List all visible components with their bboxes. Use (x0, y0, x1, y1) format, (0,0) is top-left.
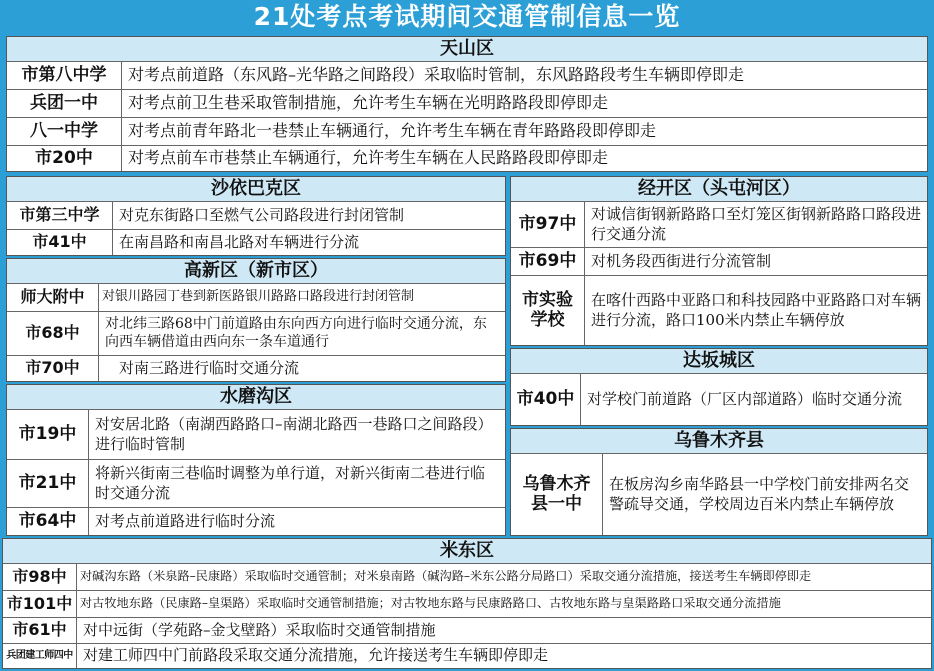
school-name: 市69中 (511, 248, 585, 275)
table-row (7, 229, 505, 255)
table-row (511, 201, 927, 247)
table-row (511, 275, 927, 345)
school-name: 市21中 (7, 460, 89, 507)
school-name: 市98中 (3, 564, 77, 590)
control-description: 对学校门前道路（厂区内部道路）临时交通分流 (587, 389, 903, 408)
control-description: 对南三路进行临时交通分流 (119, 358, 300, 377)
table-row (511, 373, 927, 425)
table-row (7, 283, 505, 311)
table-row (7, 117, 927, 145)
table-row (7, 507, 505, 535)
school-name: 市70中 (7, 356, 99, 381)
school-name: 师大附中 (7, 284, 99, 311)
district-shayibake (6, 176, 506, 256)
district-midong (2, 538, 932, 669)
control-description: 将新兴街南三巷临时调整为单行道，对新兴街南二巷进行临时交通分流 (95, 464, 486, 502)
district-dabancheng (510, 348, 928, 426)
district-wulumuqixian (510, 428, 928, 536)
school-name: 市68中 (7, 312, 99, 355)
school-name: 兵团一中 (7, 90, 122, 117)
district-jingkai (510, 176, 928, 346)
district-title: 经开区（头屯河区） (511, 177, 927, 201)
district-tianshan (6, 36, 928, 172)
control-description: 对诚信街钢新路路口至灯笼区街钢新路路口路段进行交通分流 (591, 205, 922, 243)
school-name: 八一中学 (7, 118, 122, 145)
district-gaoxin (6, 258, 506, 382)
control-description: 对考点前卫生巷采取管制措施，允许考生车辆在光明路路段即停即走 (128, 93, 609, 113)
table-row (3, 617, 931, 643)
school-name: 市61中 (3, 618, 77, 643)
school-name: 市41中 (7, 230, 113, 255)
school-name: 市实验学校 (511, 276, 585, 345)
school-name: 市19中 (7, 410, 89, 459)
control-description: 对克东街路口至燃气公司路段进行封闭管制 (119, 205, 405, 224)
table-row (7, 355, 505, 381)
control-description: 在南昌路和南昌北路对车辆进行分流 (119, 232, 360, 251)
district-title: 达坂城区 (511, 349, 927, 373)
school-name: 市第八中学 (7, 62, 122, 89)
school-name: 市64中 (7, 508, 89, 535)
table-row (7, 311, 505, 355)
control-description: 对考点前道路（东风路–光华路之间路段）采取临时管制，东风路路段考生车辆即停即走 (128, 65, 745, 85)
school-name: 市第三中学 (7, 202, 113, 229)
control-description: 对机务段西街进行分流管制 (591, 251, 772, 270)
district-title: 米东区 (3, 539, 931, 563)
school-name: 市97中 (511, 202, 585, 247)
control-description: 对考点前道路进行临时分流 (95, 511, 276, 530)
table-row (511, 247, 927, 275)
table-row (3, 643, 931, 668)
district-title: 乌鲁木齐县 (511, 429, 927, 453)
school-name: 市40中 (511, 374, 581, 425)
control-description: 对中远街（学苑路–金戈壁路）采取临时交通管制措施 (83, 620, 436, 639)
district-title: 高新区（新市区） (7, 259, 505, 283)
table-row (511, 453, 927, 535)
district-title: 水磨沟区 (7, 385, 505, 409)
table-row (7, 409, 505, 459)
district-shuimogou (6, 384, 506, 536)
table-row (7, 145, 927, 171)
control-description: 在喀什西路中亚路口和科技园路中亚路路口对车辆进行分流，路口100米内禁止车辆停放 (591, 291, 922, 329)
school-name: 市101中 (3, 591, 77, 617)
table-row (7, 201, 505, 229)
control-description: 对安居北路（南湖西路路口–南湖北路西一巷路口之间路段）进行临时管制 (95, 415, 493, 453)
table-row (7, 459, 505, 507)
control-description: 对考点前车市巷禁止车辆通行，允许考生车辆在人民路路段即停即走 (128, 148, 609, 168)
page-title: 21处考点考试期间交通管制信息一览 (253, 2, 681, 31)
school-name: 乌鲁木齐县一中 (511, 454, 603, 535)
control-description: 对考点前青年路北一巷禁止车辆通行，允许考生车辆在青年路路段即停即走 (128, 121, 657, 141)
district-title: 沙依巴克区 (7, 177, 505, 201)
school-name: 市20中 (7, 146, 122, 171)
table-row (3, 563, 931, 590)
table-row (7, 89, 927, 117)
district-title: 天山区 (7, 37, 927, 61)
control-description: 对银川路园丁巷到新医路银川路路口路段进行封闭管制 (102, 289, 415, 305)
control-description: 对北纬三路68中门前道路由东向西方向进行临时交通分流，东向西车辆借道由西向东一条车道通行 (105, 315, 487, 350)
control-description: 对古牧地东路（民康路–皇渠路）采取临时交通管制措施；对古牧地东路与民康路路口、古牧地东路与皇渠路路口采取交通分流措施 (80, 596, 781, 611)
table-row (7, 61, 927, 89)
school-name: 兵团建工师四中 (3, 644, 77, 668)
control-description: 对碱沟东路（米泉路–民康路）采取临时交通管制；对米泉南路（碱沟路–米东公路分局路口）采取交通分流措施，接送考生车辆即停即走 (80, 569, 812, 584)
control-description: 在板房沟乡南华路县一中学校门前安排两名交警疏导交通，学校周边百米内禁止车辆停放 (609, 475, 910, 513)
control-description: 对建工师四中门前路段采取交通分流措施，允许接送考生车辆即停即走 (83, 646, 549, 665)
table-row (3, 590, 931, 617)
